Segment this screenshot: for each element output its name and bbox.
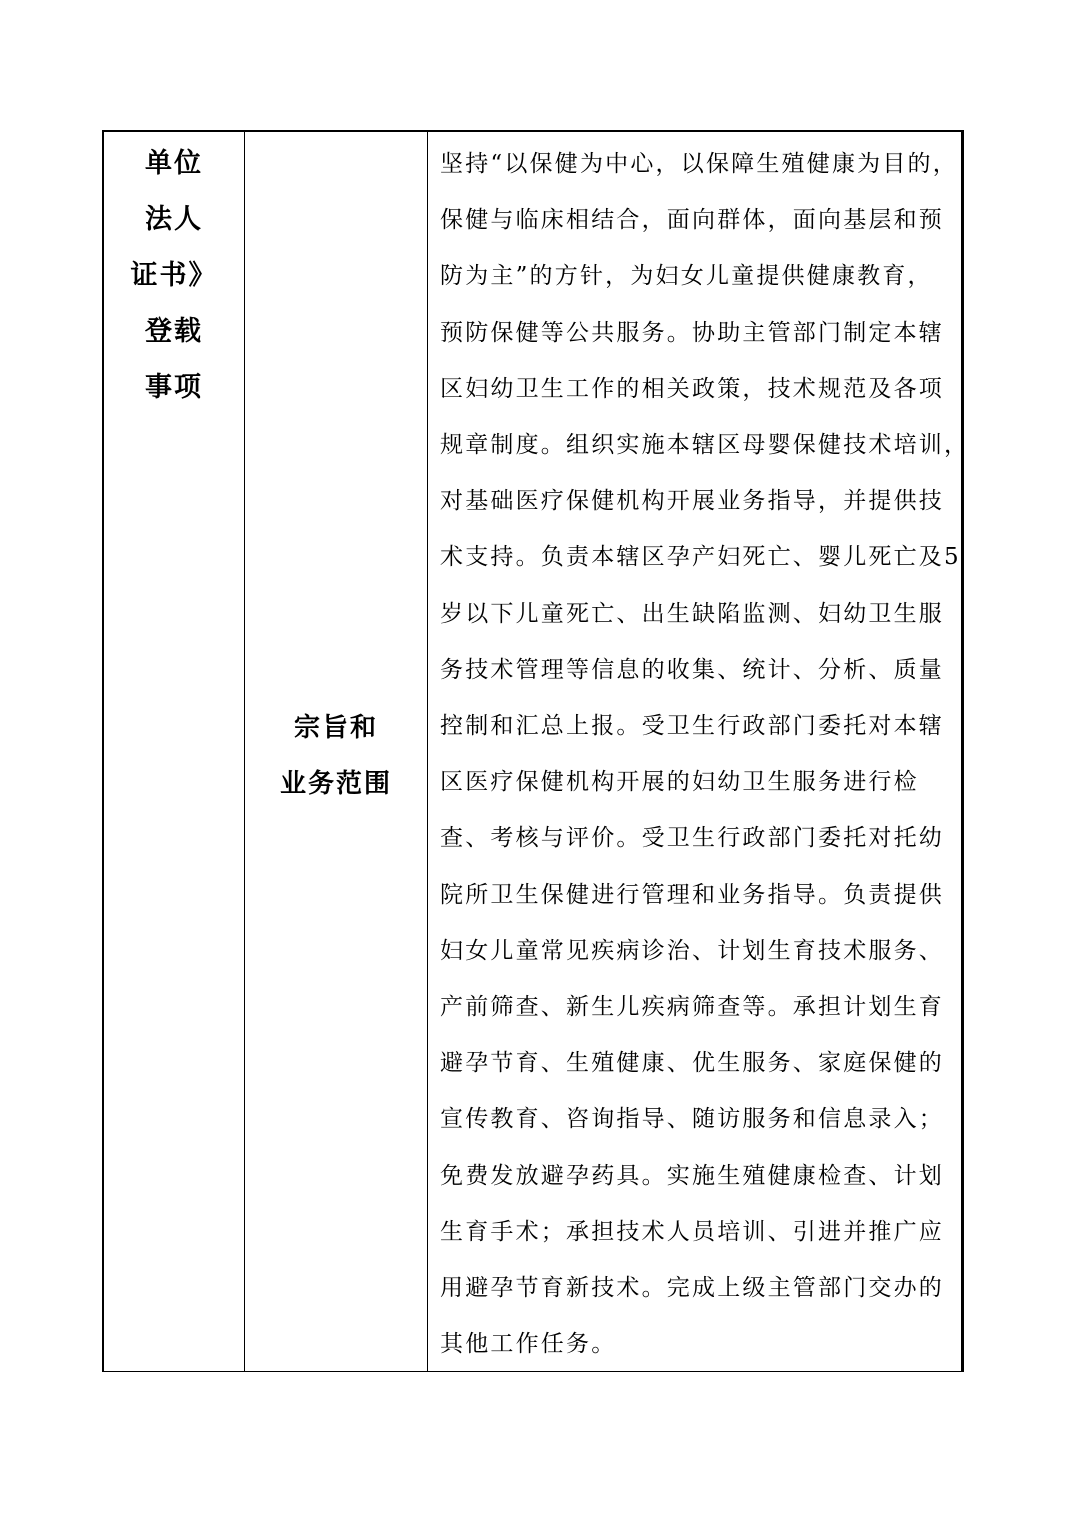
- content-line: 预防保健等公共服务。协助主管部门制定本辖: [440, 319, 944, 346]
- left-header-line: 事项: [145, 372, 203, 403]
- content-line: 免费发放避孕药具。实施生殖健康检查、计划: [440, 1162, 944, 1189]
- content-line: 用避孕节育新技术。完成上级主管部门交办的: [440, 1275, 944, 1302]
- content-line: 务技术管理等信息的收集、统计、分析、质量: [440, 656, 944, 683]
- left-header-line: 法人: [145, 204, 203, 235]
- content-line: 坚持“以保健为中心，以保障生殖健康为目的，: [440, 151, 958, 177]
- content-line: 岁以下儿童死亡、出生缺陷监测、妇幼卫生服: [440, 600, 944, 627]
- content-line: 术支持。负责本辖区孕产妇死亡、婴儿死亡及5: [440, 544, 961, 571]
- field-label-line: 宗旨和: [293, 713, 378, 743]
- content-line: 产前筛查、新生儿疾病筛查等。承担计划生育: [440, 994, 944, 1021]
- field-label-line: 业务范围: [279, 769, 392, 799]
- left-header-cell: [104, 132, 244, 416]
- content-line: 区医疗保健机构开展的妇幼卫生服务进行检: [440, 769, 919, 796]
- content-line: 区妇幼卫生工作的相关政策，技术规范及各项: [440, 375, 944, 402]
- left-header-line: 单位: [145, 148, 203, 179]
- registration-table: [102, 130, 970, 1372]
- content-line: 查、考核与评价。受卫生行政部门委托对托幼: [440, 825, 944, 852]
- content-cell: [440, 136, 970, 1372]
- content-line: 控制和汇总上报。受卫生行政部门委托对本辖: [440, 713, 944, 740]
- left-header-line: 证书》: [130, 260, 218, 291]
- content-line: 对基础医疗保健机构开展业务指导，并提供技: [440, 488, 944, 515]
- content-line: 规章制度。组织实施本辖区母婴保健技术培训，: [440, 432, 970, 459]
- content-line: 防为主”的方针，为妇女儿童提供健康教育，: [440, 263, 933, 290]
- content-line: 避孕节育、生殖健康、优生服务、家庭保健的: [440, 1050, 944, 1077]
- content-line: 院所卫生保健进行管理和业务指导。负责提供: [440, 881, 944, 908]
- field-label-cell: [245, 700, 427, 812]
- content-line: 其他工作任务。: [440, 1331, 617, 1358]
- content-line: 宣传教育、咨询指导、随访服务和信息录入；: [440, 1106, 944, 1133]
- left-header-line: 登载: [145, 316, 203, 347]
- content-line: 妇女儿童常见疾病诊治、计划生育技术服务、: [440, 937, 944, 964]
- content-line: 生育手术；承担技术人员培训、引进并推广应: [440, 1218, 944, 1245]
- content-line: 保健与临床相结合，面向群体，面向基层和预: [440, 207, 944, 234]
- column-divider-2: [427, 132, 428, 1371]
